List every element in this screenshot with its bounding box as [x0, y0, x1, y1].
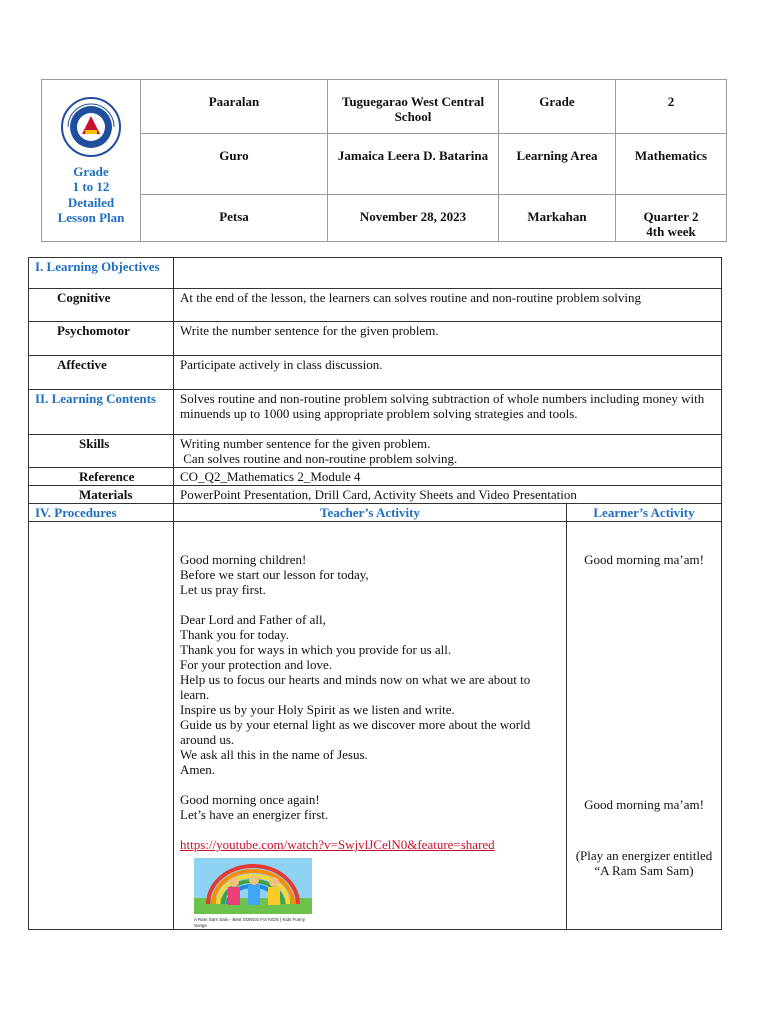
teacher-block-3	[180, 792, 560, 822]
materials-label	[29, 486, 174, 504]
header-table	[41, 79, 727, 242]
prayer-block	[180, 612, 560, 777]
affective-text: Participate actively in class discussion.	[174, 356, 722, 390]
prayer-line: Amen.	[180, 762, 216, 777]
learner-response: Good morning ma’am!	[584, 552, 704, 567]
prayer-line: We ask all this in the name of Jesus.	[180, 747, 368, 762]
teacher-block-1	[180, 552, 560, 597]
objectives-heading: I. Learning Objectives	[29, 258, 174, 289]
label-petsa: Petsa	[141, 195, 328, 242]
teacher-activity-cell	[174, 522, 567, 930]
prayer-line: Thank you for today.	[180, 627, 289, 642]
value-teacher: Jamaica Leera D. Batarina	[328, 134, 499, 195]
header-logo-cell	[42, 80, 141, 242]
prayer-line: For your protection and love.	[180, 657, 332, 672]
reference-text: CO_Q2_Mathematics 2_Module 4	[174, 468, 722, 486]
skills-label	[29, 435, 174, 468]
quarter-line: Quarter 2	[643, 209, 699, 224]
skills-line: Can solves routine and non-routine problem solving.	[180, 451, 458, 466]
reference-label-text: Reference	[79, 469, 135, 484]
deped-seal-icon	[60, 96, 122, 158]
label-learning-area: Learning Area	[499, 134, 616, 195]
prayer-line: Thank you for ways in which you provide for us all.	[180, 642, 452, 657]
affective-label	[29, 356, 174, 390]
value-learning-area: Mathematics	[616, 134, 727, 195]
learner-activity-heading: Learner’s Activity	[567, 504, 722, 522]
cognitive-text: At the end of the lesson, the learners can solves routine and non-routine problem solving	[174, 289, 722, 322]
label-paaralan: Paaralan	[141, 80, 328, 134]
learner-response: (Play an energizer entitled “A Ram Sam Sam)	[575, 848, 713, 878]
value-school: Tuguegarao West Central School	[328, 80, 499, 134]
doc-type-line: Lesson Plan	[57, 210, 125, 225]
prayer-line: Inspire us by your Holy Spirit as we listen and write.	[180, 702, 455, 717]
energizer-video-thumbnail[interactable]	[194, 858, 312, 928]
doc-type-line: Detailed	[67, 194, 115, 210]
materials-label-text: Materials	[79, 487, 133, 502]
cognitive-label	[29, 289, 174, 322]
skills-line: Writing number sentence for the given problem.	[180, 436, 431, 451]
teacher-line: Let us pray first.	[180, 582, 266, 597]
objectives-blank	[174, 258, 722, 289]
value-quarter	[616, 195, 727, 242]
contents-text: Solves routine and non-routine problem solving subtraction of whole numbers including money with minuends up to 1000 using appropriate problem solving strategies and tools.	[174, 390, 722, 435]
skills-label-text: Skills	[79, 436, 110, 451]
prayer-line: Help us to focus our hearts and minds now on what we are about to learn.	[180, 672, 531, 702]
label-markahan: Markahan	[499, 195, 616, 242]
psychomotor-text: Write the number sentence for the given problem.	[174, 322, 722, 356]
learner-response: Good morning ma’am!	[584, 797, 704, 812]
video-caption: A Ram Sam Sam - Best SONGS For KIDS | Kids Funny Songs	[194, 917, 305, 928]
teacher-line: Good morning children!	[180, 552, 307, 567]
prayer-line: Guide us by your eternal light as we discover more about the world around us.	[180, 717, 531, 747]
lesson-table	[28, 257, 722, 930]
week-line: 4th week	[646, 224, 696, 239]
procedures-blank	[29, 522, 174, 930]
affective-label-text: Affective	[57, 357, 107, 372]
prayer-line: Dear Lord and Father of all,	[180, 612, 326, 627]
label-guro: Guro	[141, 134, 328, 195]
teacher-line: Good morning once again!	[180, 792, 320, 807]
teacher-line: Let’s have an energizer first.	[180, 807, 329, 822]
doc-type-line: 1 to 12	[72, 179, 110, 194]
value-date: November 28, 2023	[328, 195, 499, 242]
materials-text: PowerPoint Presentation, Drill Card, Activity Sheets and Video Presentation	[174, 486, 722, 504]
teacher-activity-heading: Teacher’s Activity	[174, 504, 567, 522]
learner-activity-cell	[567, 522, 722, 930]
skills-text	[174, 435, 722, 468]
energizer-link[interactable]: https://youtube.com/watch?v=SwjvlJCelN0&feature=shared	[180, 837, 495, 852]
teacher-line: Before we start our lesson for today,	[180, 567, 369, 582]
cognitive-label-text: Cognitive	[57, 290, 111, 305]
procedures-heading: IV. Procedures	[29, 504, 174, 522]
doc-type-line: Grade	[73, 163, 109, 179]
label-grade: Grade	[499, 80, 616, 134]
value-grade: 2	[616, 80, 727, 134]
contents-heading: II. Learning Contents	[29, 390, 174, 435]
psychomotor-label-text: Psychomotor	[57, 323, 130, 338]
reference-label	[29, 468, 174, 486]
rainbow-kids-image	[194, 858, 312, 914]
doc-type-title	[42, 164, 140, 226]
psychomotor-label	[29, 322, 174, 356]
